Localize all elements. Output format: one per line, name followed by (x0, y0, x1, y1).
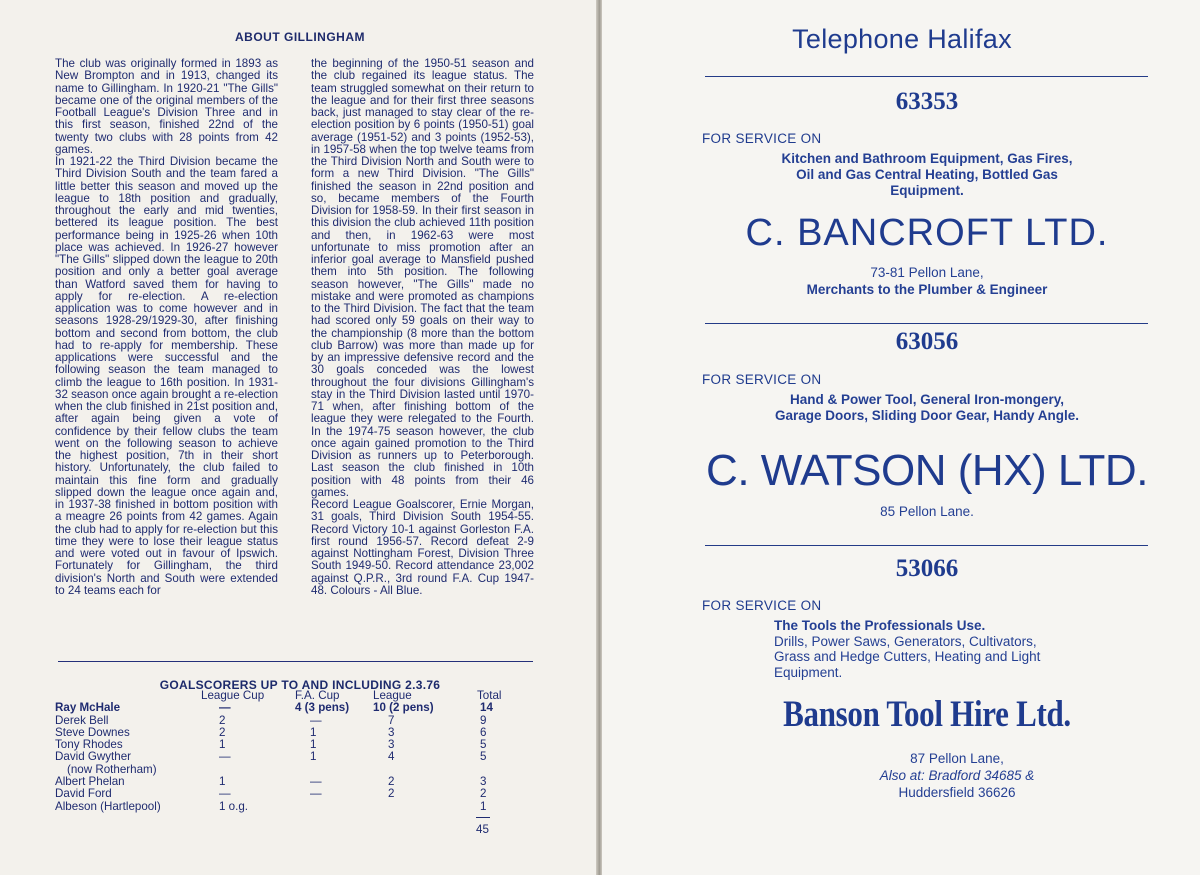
total-goals: 1 (480, 799, 487, 813)
about-paragraph: In 1921-22 the Third Division became the Third Division South and the team fared a little better this season and moved up the league to 18th position and gradually, throughout the early and mid twenties, bettered its league position. The best performance being in 1925-26 when 10th place was achieved. In 1926-27 however "The Gills" slipped down the league to 20th position and only a better goal average than Watford saved them for having to apply for re-election. A re-election application was to come however and in seasons 1928-29/1929-30, after finishing bottom and second from bottom, the club had to re-apply for membership. These applications were successful and the following season the team managed to climb the league to 16th position. In 1931-32 season once again brought a re-election when the club finished in 21st position and, after again being given a vote of confidence by their fellow clubs the team went on the following season to achieve the highest position, 7th in their short history. Unfortunately, the club failed to maintain this fine form and gradually slipped down the league once again and, in 1937-38 finished in bottom position with a meagre 26 points from 42 games. Again the club had to apply for re-election but this time they were to lose their league status and were voted out in favour of Ipswich. Fortunately for Gillingham, the third division's North and South were extended to 24 teams each for (55, 155, 279, 597)
league-goals: 4 (388, 750, 395, 764)
left-page (0, 0, 598, 875)
service-label-1: FOR SERVICE ON (702, 131, 822, 146)
scorer-name: Tony Rhodes (55, 738, 123, 752)
scorer-name: (now Rotherham) (67, 762, 157, 776)
address-line: 73-81 Pellon Lane, (870, 265, 984, 280)
description-line: Kitchen and Bathroom Equipment, Gas Fires, (781, 151, 1073, 166)
phone-number-2: 63056 (895, 328, 959, 355)
divider (705, 76, 1148, 77)
league-goals: 2 (388, 787, 395, 801)
total-goals: 3 (480, 775, 487, 789)
company-name-1: C. BANCROFT LTD. (745, 212, 1109, 254)
total-goals: 6 (480, 725, 487, 739)
fa-cup-goals: 1 (310, 738, 317, 752)
scorer-name: Steve Downes (55, 725, 130, 739)
address-line: Also at: Bradford 34685 & (879, 768, 1035, 783)
company-name-3: Banson Tool Hire Ltd. (783, 692, 1071, 735)
header-fa-cup: F.A. Cup (295, 689, 340, 702)
address-line: 87 Pellon Lane, (910, 751, 1004, 766)
total-goals: 2 (480, 787, 487, 801)
league-cup-goals: 1 (219, 738, 226, 752)
about-paragraph: the beginning of the 1950-51 season and the club regained its league status. The team struggled somewhat on their return to the league and for their first three seasons back, just managed to stay clear of the re-election position by 6 points (1950-51) goal average (1951-52) and 3 points (1952-53), in 1957-58 when the top twelve teams from the Third Division North and South were to form a new Third Division. "The Gills" finished the season in 22nd position and so, became members of the Fourth Division for 1958-59. In their first season in this division the club achieved 11th position and then, in 1962-63 were most unfortunate to miss promotion after an inferior goal average to Mansfield pushed them into 5th position. The following season however, "The Gills" made no mistake and were promoted as champions to the Third Division. The fact that the team had scored only 59 goals on their way to the championship (8 more than the bottom club Barrow) was more than made up for by an impressive defensive record and the 30 goals conceded was the lowest throughout the four divisions Gillingham's stay in the Third Division lasted until 1970-71 when, after finishing bottom of the league they were relegated to the Fourth. In the 1974-75 season however, the club once again gained promotion to the Third Division as runners up to Peterborough. Last season the club finished in 10th position with 48 points from their 46 games. (311, 57, 534, 499)
about-paragraph: Record League Goalscorer, Ernie Morgan, 31 goals, Third Division South 1954-55. Record Victory 10-1 against Gorleston F.A. first round 1956-57. Record defeat 2-9 against Nottingham Forest, Division Three South 1949-50. Record attendance 23,002 against Q.P.R., 3rd round F.A. Cup 1947-48. Colours - All Blue. (311, 498, 534, 597)
description-line: Equipment. (890, 183, 964, 198)
header-league-cup: League Cup (201, 689, 265, 702)
league-goals: 3 (388, 738, 395, 752)
header-total: Total (477, 689, 502, 702)
league-goals: 3 (388, 725, 395, 739)
description-line: Drills, Power Saws, Generators, Cultivators, (774, 633, 1037, 649)
league-cup-goals: 1 (219, 775, 226, 789)
league-cup-goals: — (219, 750, 231, 764)
league-cup-goals: 2 (219, 725, 226, 739)
about-column-2 (311, 58, 534, 597)
company-name-2: C. WATSON (HX) LTD. (706, 446, 1148, 495)
right-page (602, 0, 1200, 875)
telephone-heading: Telephone Halifax (792, 24, 1012, 54)
service-description-1 (702, 151, 1152, 199)
service-description-3 (774, 618, 1134, 680)
divider (705, 323, 1148, 324)
goalscorers-title: GOALSCORERS UP TO AND INCLUDING 2.3.76 (159, 678, 441, 692)
description-line: Equipment. (774, 664, 843, 680)
fa-cup-goals: — (310, 713, 322, 727)
section-divider (58, 661, 533, 662)
fa-cup-goals: — (310, 787, 322, 801)
phone-number-1: 63353 (895, 88, 959, 115)
scorer-name: David Gwyther (55, 750, 132, 764)
league-cup-goals: — (219, 787, 231, 801)
league-cup-goals: — (219, 701, 231, 715)
address-line: Huddersfield 36626 (898, 785, 1016, 800)
league-goals: 2 (388, 775, 395, 789)
service-label-3: FOR SERVICE ON (702, 598, 822, 613)
scorer-name: Ray McHale (55, 701, 121, 715)
description-line: The Tools the Professionals Use. (774, 618, 986, 633)
description-line: Grass and Hedge Cutters, Heating and Light (774, 649, 1041, 664)
description-line: Garage Doors, Sliding Door Gear, Handy Angle. (774, 408, 1080, 423)
total-goals: 9 (480, 713, 487, 727)
total-goals: 5 (480, 750, 487, 764)
scorer-name: Albert Phelan (55, 775, 125, 789)
description-line: Oil and Gas Central Heating, Bottled Gas (796, 167, 1058, 182)
address-2: 85 Pellon Lane. (880, 504, 974, 519)
fa-cup-goals: 1 (310, 750, 317, 764)
total-rule (476, 817, 490, 818)
divider (705, 545, 1148, 546)
description-line: Hand & Power Tool, General Iron-mongery, (789, 392, 1065, 407)
scorer-name: Albeson (Hartlepool) (55, 799, 161, 813)
address-1 (702, 264, 1152, 298)
league-goals: 10 (2 pens) (373, 701, 434, 715)
fa-cup-goals: 1 (310, 725, 317, 739)
total-goals: 14 (480, 701, 493, 715)
address-line: Merchants to the Plumber & Engineer (806, 282, 1048, 297)
phone-number-3: 53066 (895, 555, 959, 582)
about-paragraph: The club was originally formed in 1893 as New Brompton and in 1913, changed its name to Gillingham. In 1920-21 "The Gills" became one of the original members of the Football League's Division Three and in this first season, finished 22nd of the twenty two clubs with 28 points from 42 games. (55, 57, 278, 156)
fa-cup-goals: — (310, 775, 322, 789)
total-goals: 5 (480, 738, 487, 752)
fa-cup-goals: 4 (3 pens) (295, 701, 350, 715)
address-3 (792, 750, 1122, 801)
grand-total: 45 (476, 823, 489, 836)
league-cup-goals: 1 o.g. (219, 799, 249, 813)
about-title: ABOUT GILLINGHAM (235, 30, 365, 44)
service-description-2 (702, 392, 1152, 424)
header-league: League (373, 689, 412, 702)
service-label-2: FOR SERVICE ON (702, 372, 822, 387)
scorer-name: David Ford (55, 787, 112, 801)
about-column-1 (55, 58, 278, 597)
scorer-name: Derek Bell (55, 713, 109, 727)
league-goals: 7 (388, 713, 395, 727)
league-cup-goals: 2 (219, 713, 226, 727)
